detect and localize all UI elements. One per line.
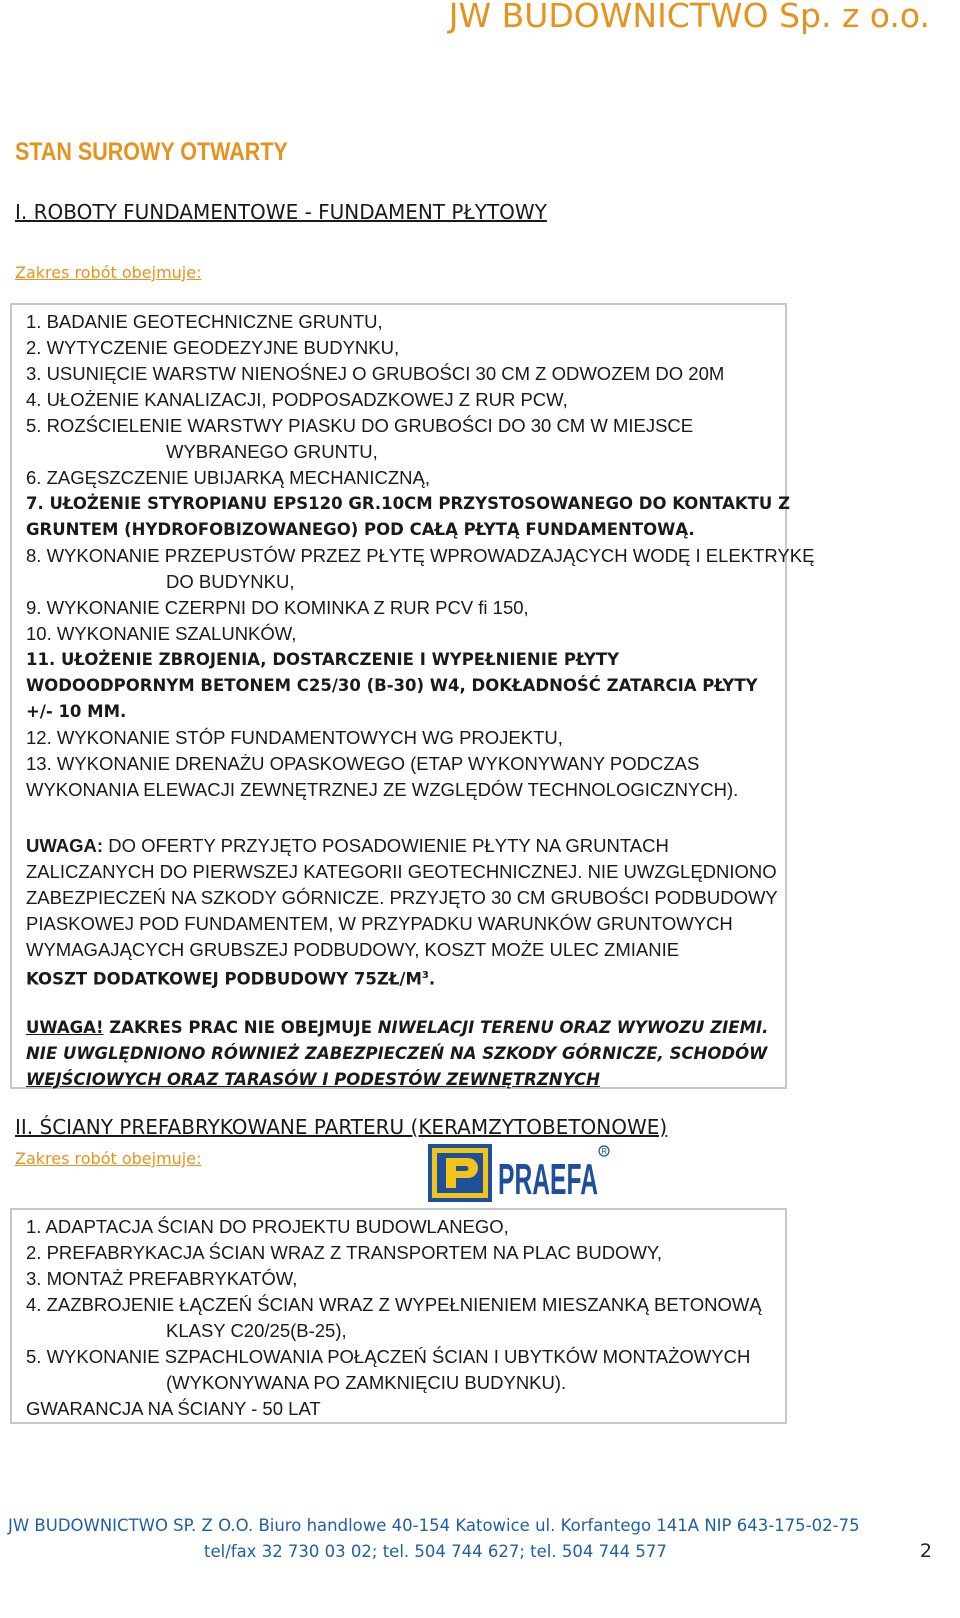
list-item: 12. WYKONANIE STÓP FUNDAMENTOWYCH WG PROJEKTU, xyxy=(26,727,563,748)
note-text-italic: NIWELACJI TERENU ORAZ WYWOZU ZIEMI. xyxy=(377,1018,769,1037)
section-2-list xyxy=(26,1214,762,1422)
company-header: JW BUDOWNICTWO Sp. z o.o. xyxy=(448,0,930,35)
list-item: (WYKONYWANA PO ZAMKNIĘCIU BUDYNKU). xyxy=(166,1372,567,1393)
list-item: 1. ADAPTACJA ŚCIAN DO PROJEKTU BUDOWLANEGO, xyxy=(26,1216,509,1237)
list-item: 7. UŁOŻENIE STYROPIANU EPS120 GR.10CM PRZYSTOSOWANEGO DO KONTAKTU Z xyxy=(26,494,791,513)
list-item: +/- 10 MM. xyxy=(26,702,127,721)
footer-phones: tel/fax 32 730 03 02; tel. 504 744 627; tel. 504 744 577 xyxy=(204,1542,667,1561)
section-1-title: I. ROBOTY FUNDAMENTOWE - FUNDAMENT PŁYTOWY xyxy=(15,200,547,224)
note-text: WYMAGAJĄCYCH GRUBSZEJ PODBUDOWY, KOSZT MOŻE ULEC ZMIANIE xyxy=(26,939,680,960)
list-item: 5. WYKONANIE SZPACHLOWANIA POŁĄCZEŃ ŚCIAN I UBYTKÓW MONTAŻOWYCH xyxy=(26,1346,751,1367)
note-cost-sup: 3 xyxy=(421,970,429,981)
note-cost-end: . xyxy=(428,969,436,989)
list-item: WYBRANEGO GRUNTU, xyxy=(166,441,378,462)
list-item: 2. WYTYCZENIE GEODEZYJNE BUDYNKU, xyxy=(26,337,400,358)
svg-text:R: R xyxy=(601,1147,607,1156)
note-label: UWAGA! xyxy=(26,1018,104,1037)
note-text: ZALICZANYCH DO PIERWSZEJ KATEGORII GEOTECHNICZNEJ. NIE UWZGLĘDNIONO xyxy=(26,861,777,882)
list-item: 9. WYKONANIE CZERPNI DO KOMINKA Z RUR PCV fi 150, xyxy=(26,597,529,618)
stage-title: STAN SUROWY OTWARTY xyxy=(15,138,288,166)
footer-address: JW BUDOWNICTWO SP. Z O.O. Biuro handlowe 40-154 Katowice ul. Korfantego 141A NIP 643-175-02-75 xyxy=(8,1516,860,1535)
note-text: ZABEZPIECZEŃ NA SZKODY GÓRNICZE. PRZYJĘTO 30 CM GRUBOŚCI PODBUDOWY xyxy=(26,887,778,908)
list-item: 4. UŁOŻENIE KANALIZACJI, PODPOSADZKOWEJ Z RUR PCW, xyxy=(26,389,568,410)
list-item: DO BUDYNKU, xyxy=(166,571,295,592)
list-item: 2. PREFABRYKACJA ŚCIAN WRAZ Z TRANSPORTEM NA PLAC BUDOWY, xyxy=(26,1242,663,1263)
list-item: 10. WYKONANIE SZALUNKÓW, xyxy=(26,623,297,644)
list-item: 5. ROZŚCIELENIE WARSTWY PIASKU DO GRUBOŚCI DO 30 CM W MIEJSCE xyxy=(26,415,694,436)
praefa-logo-icon xyxy=(428,1144,614,1202)
praefa-logo xyxy=(428,1144,614,1202)
note-text-italic: WEJŚCIOWYCH ORAZ TARASÓW I PODESTÓW ZEWNĘTRZNYCH xyxy=(26,1070,600,1089)
list-item: 11. UŁOŻENIE ZBROJENIA, DOSTARCZENIE I WYPEŁNIENIE PŁYTY xyxy=(26,650,620,669)
list-item: 4. ZAZBROJENIE ŁĄCZEŃ ŚCIAN WRAZ Z WYPEŁNIENIEM MIESZANKĄ BETONOWĄ xyxy=(26,1294,762,1315)
note-text: PIASKOWEJ POD FUNDAMENTEM, W PRZYPADKU WARUNKÓW GRUNTOWYCH xyxy=(26,913,733,934)
note-label: UWAGA: xyxy=(26,835,104,856)
note-geotechnical xyxy=(26,833,778,993)
list-item: WYKONANIA ELEWACJI ZEWNĘTRZNEJ ZE WZGLĘDÓW TECHNOLOGICZNYCH). xyxy=(26,779,739,800)
list-item: 13. WYKONANIE DRENAŻU OPASKOWEGO (ETAP WYKONYWANY PODCZAS xyxy=(26,753,700,774)
list-item: 3. USUNIĘCIE WARSTW NIENOŚNEJ O GRUBOŚCI 30 CM Z ODWOZEM DO 20M xyxy=(26,363,725,384)
section-2-title: II. ŚCIANY PREFABRYKOWANE PARTERU (KERAMZYTOBETONOWE) xyxy=(15,1115,668,1139)
section-1-box xyxy=(10,303,815,1089)
section-2-scope-label: Zakres robót obejmuje: xyxy=(15,1149,202,1168)
list-item: GRUNTEM (HYDROFOBIZOWANEGO) POD CAŁĄ PŁYTĄ FUNDAMENTOWĄ. xyxy=(26,520,695,539)
note-cost: KOSZT DODATKOWEJ PODBUDOWY 75ZŁ/M xyxy=(26,969,422,989)
section-2-box xyxy=(10,1208,787,1424)
note-text: DO OFERTY PRZYJĘTO POSADOWIENIE PŁYTY NA GRUNTACH xyxy=(103,835,669,856)
note-exclusions xyxy=(26,1015,768,1093)
warranty-text: GWARANCJA NA ŚCIANY - 50 LAT xyxy=(26,1398,321,1419)
list-item: KLASY C20/25(B-25), xyxy=(166,1320,347,1341)
list-item: 1. BADANIE GEOTECHNICZNE GRUNTU, xyxy=(26,311,383,332)
note-text: ZAKRES PRAC NIE OBEJMUJE xyxy=(103,1018,378,1037)
note-text-italic: NIE UWGLĘDNIONO RÓWNIEŻ ZABEZPIECZEŃ NA SZKODY GÓRNICZE, SCHODÓW xyxy=(26,1044,768,1063)
list-item: WODOODPORNYM BETONEM C25/30 (B-30) W4, DOKŁADNOŚĆ ZATARCIA PŁYTY xyxy=(26,676,758,695)
section-1-list xyxy=(26,309,814,803)
list-item: 8. WYKONANIE PRZEPUSTÓW PRZEZ PŁYTĘ WPROWADZAJĄCYCH WODĘ I ELEKTRYKĘ xyxy=(26,545,815,566)
page-number: 2 xyxy=(919,1540,932,1562)
logo-text: PRAEFA xyxy=(498,1155,598,1204)
list-item: 3. MONTAŻ PREFABRYKATÓW, xyxy=(26,1268,298,1289)
list-item: 6. ZAGĘSZCZENIE UBIJARKĄ MECHANICZNĄ, xyxy=(26,467,430,488)
section-1-scope-label: Zakres robót obejmuje: xyxy=(15,263,202,282)
